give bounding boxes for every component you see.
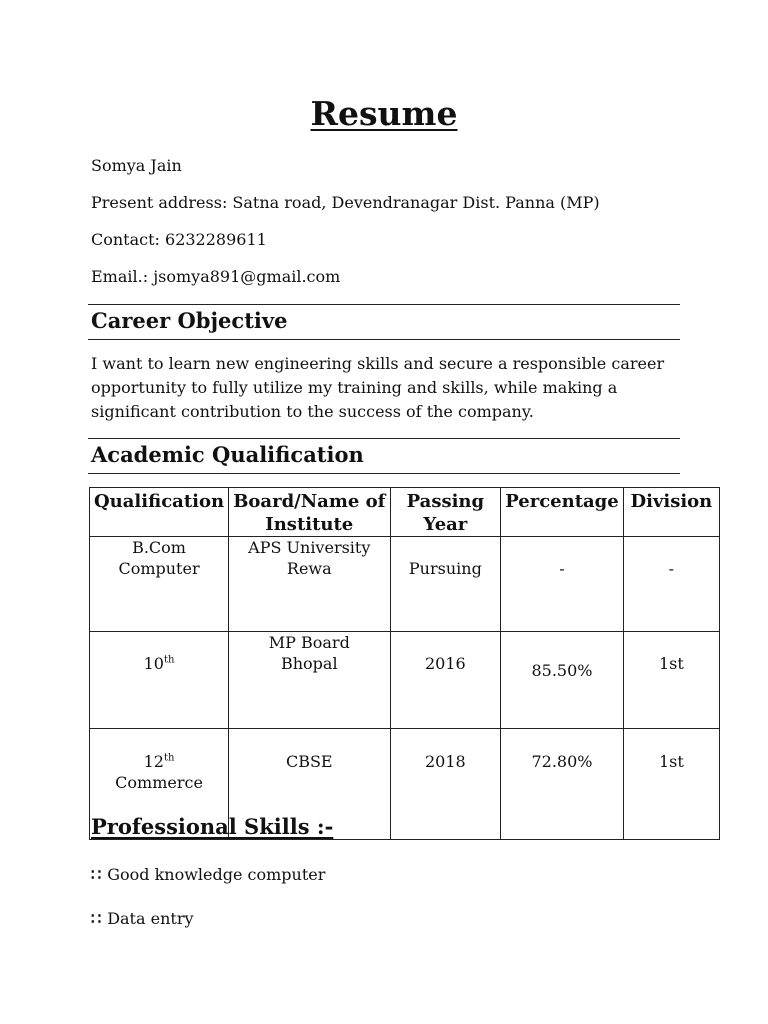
academic-table xyxy=(89,487,720,840)
cell-percentage: 72.80% xyxy=(501,729,624,840)
qualification-base: 10 xyxy=(143,654,164,673)
academic-qualification-heading: Academic Qualification xyxy=(91,442,364,467)
table-row xyxy=(90,537,720,632)
column-header-board: Board/Name of Institute xyxy=(229,488,390,537)
cell-percentage: 85.50% xyxy=(501,632,624,729)
cell-year: 2016 xyxy=(390,632,501,729)
board-line: APS University xyxy=(248,538,371,557)
cell-year: 2018 xyxy=(390,729,501,840)
cell-board: CBSE xyxy=(229,729,390,840)
qualification-line xyxy=(94,751,224,772)
skill-text: Data entry xyxy=(107,909,194,928)
column-header-division: Division xyxy=(623,488,719,537)
qualification-suffix: th xyxy=(163,752,175,764)
column-header-percentage: Percentage xyxy=(501,488,624,537)
board-line: Rewa xyxy=(286,559,332,578)
cell-qualification xyxy=(90,537,229,632)
cell-qualification xyxy=(90,632,229,729)
table-header-row xyxy=(90,488,720,537)
divider xyxy=(88,339,680,340)
contact-text: Contact: 6232289611 xyxy=(91,230,267,249)
cell-board xyxy=(229,632,390,729)
table-row xyxy=(90,632,720,729)
divider xyxy=(88,438,680,439)
bullet-icon: ∷ xyxy=(91,865,102,884)
qualification-base: 12 xyxy=(143,752,164,771)
column-header-qualification: Qualification xyxy=(90,488,229,537)
cell-board xyxy=(229,537,390,632)
board-line: MP Board xyxy=(268,633,350,652)
skill-text: Good knowledge computer xyxy=(107,865,326,884)
name-text: Somya Jain xyxy=(91,156,182,175)
cell-year: Pursuing xyxy=(390,537,501,632)
board-line: Bhopal xyxy=(280,654,338,673)
career-objective-text: I want to learn new engineering skills and secure a responsible career opportunity to fully utilize my training and skills, while making a significant contribution to the success of the company. xyxy=(91,354,665,421)
page-title: Resume xyxy=(310,94,458,133)
cell-percentage: - xyxy=(501,537,624,632)
professional-skills-heading: Professional Skills :- xyxy=(91,814,334,839)
column-header-passing-year: Passing Year xyxy=(390,488,501,537)
cell-division: - xyxy=(623,537,719,632)
divider xyxy=(88,304,680,305)
divider xyxy=(88,473,680,474)
list-item xyxy=(91,909,194,928)
qualification-line: Computer xyxy=(118,559,200,578)
address-text: Present address: Satna road, Devendranagar Dist. Panna (MP) xyxy=(91,193,600,212)
cell-division: 1st xyxy=(623,729,719,840)
qualification-line: Commerce xyxy=(115,773,203,792)
qualification-line: B.Com xyxy=(132,538,186,557)
email-text: Email.: jsomya891@gmail.com xyxy=(91,267,341,286)
list-item xyxy=(91,865,325,884)
bullet-icon: ∷ xyxy=(91,909,102,928)
career-objective-heading: Career Objective xyxy=(91,308,288,333)
cell-division: 1st xyxy=(623,632,719,729)
qualification-suffix: th xyxy=(163,654,175,666)
